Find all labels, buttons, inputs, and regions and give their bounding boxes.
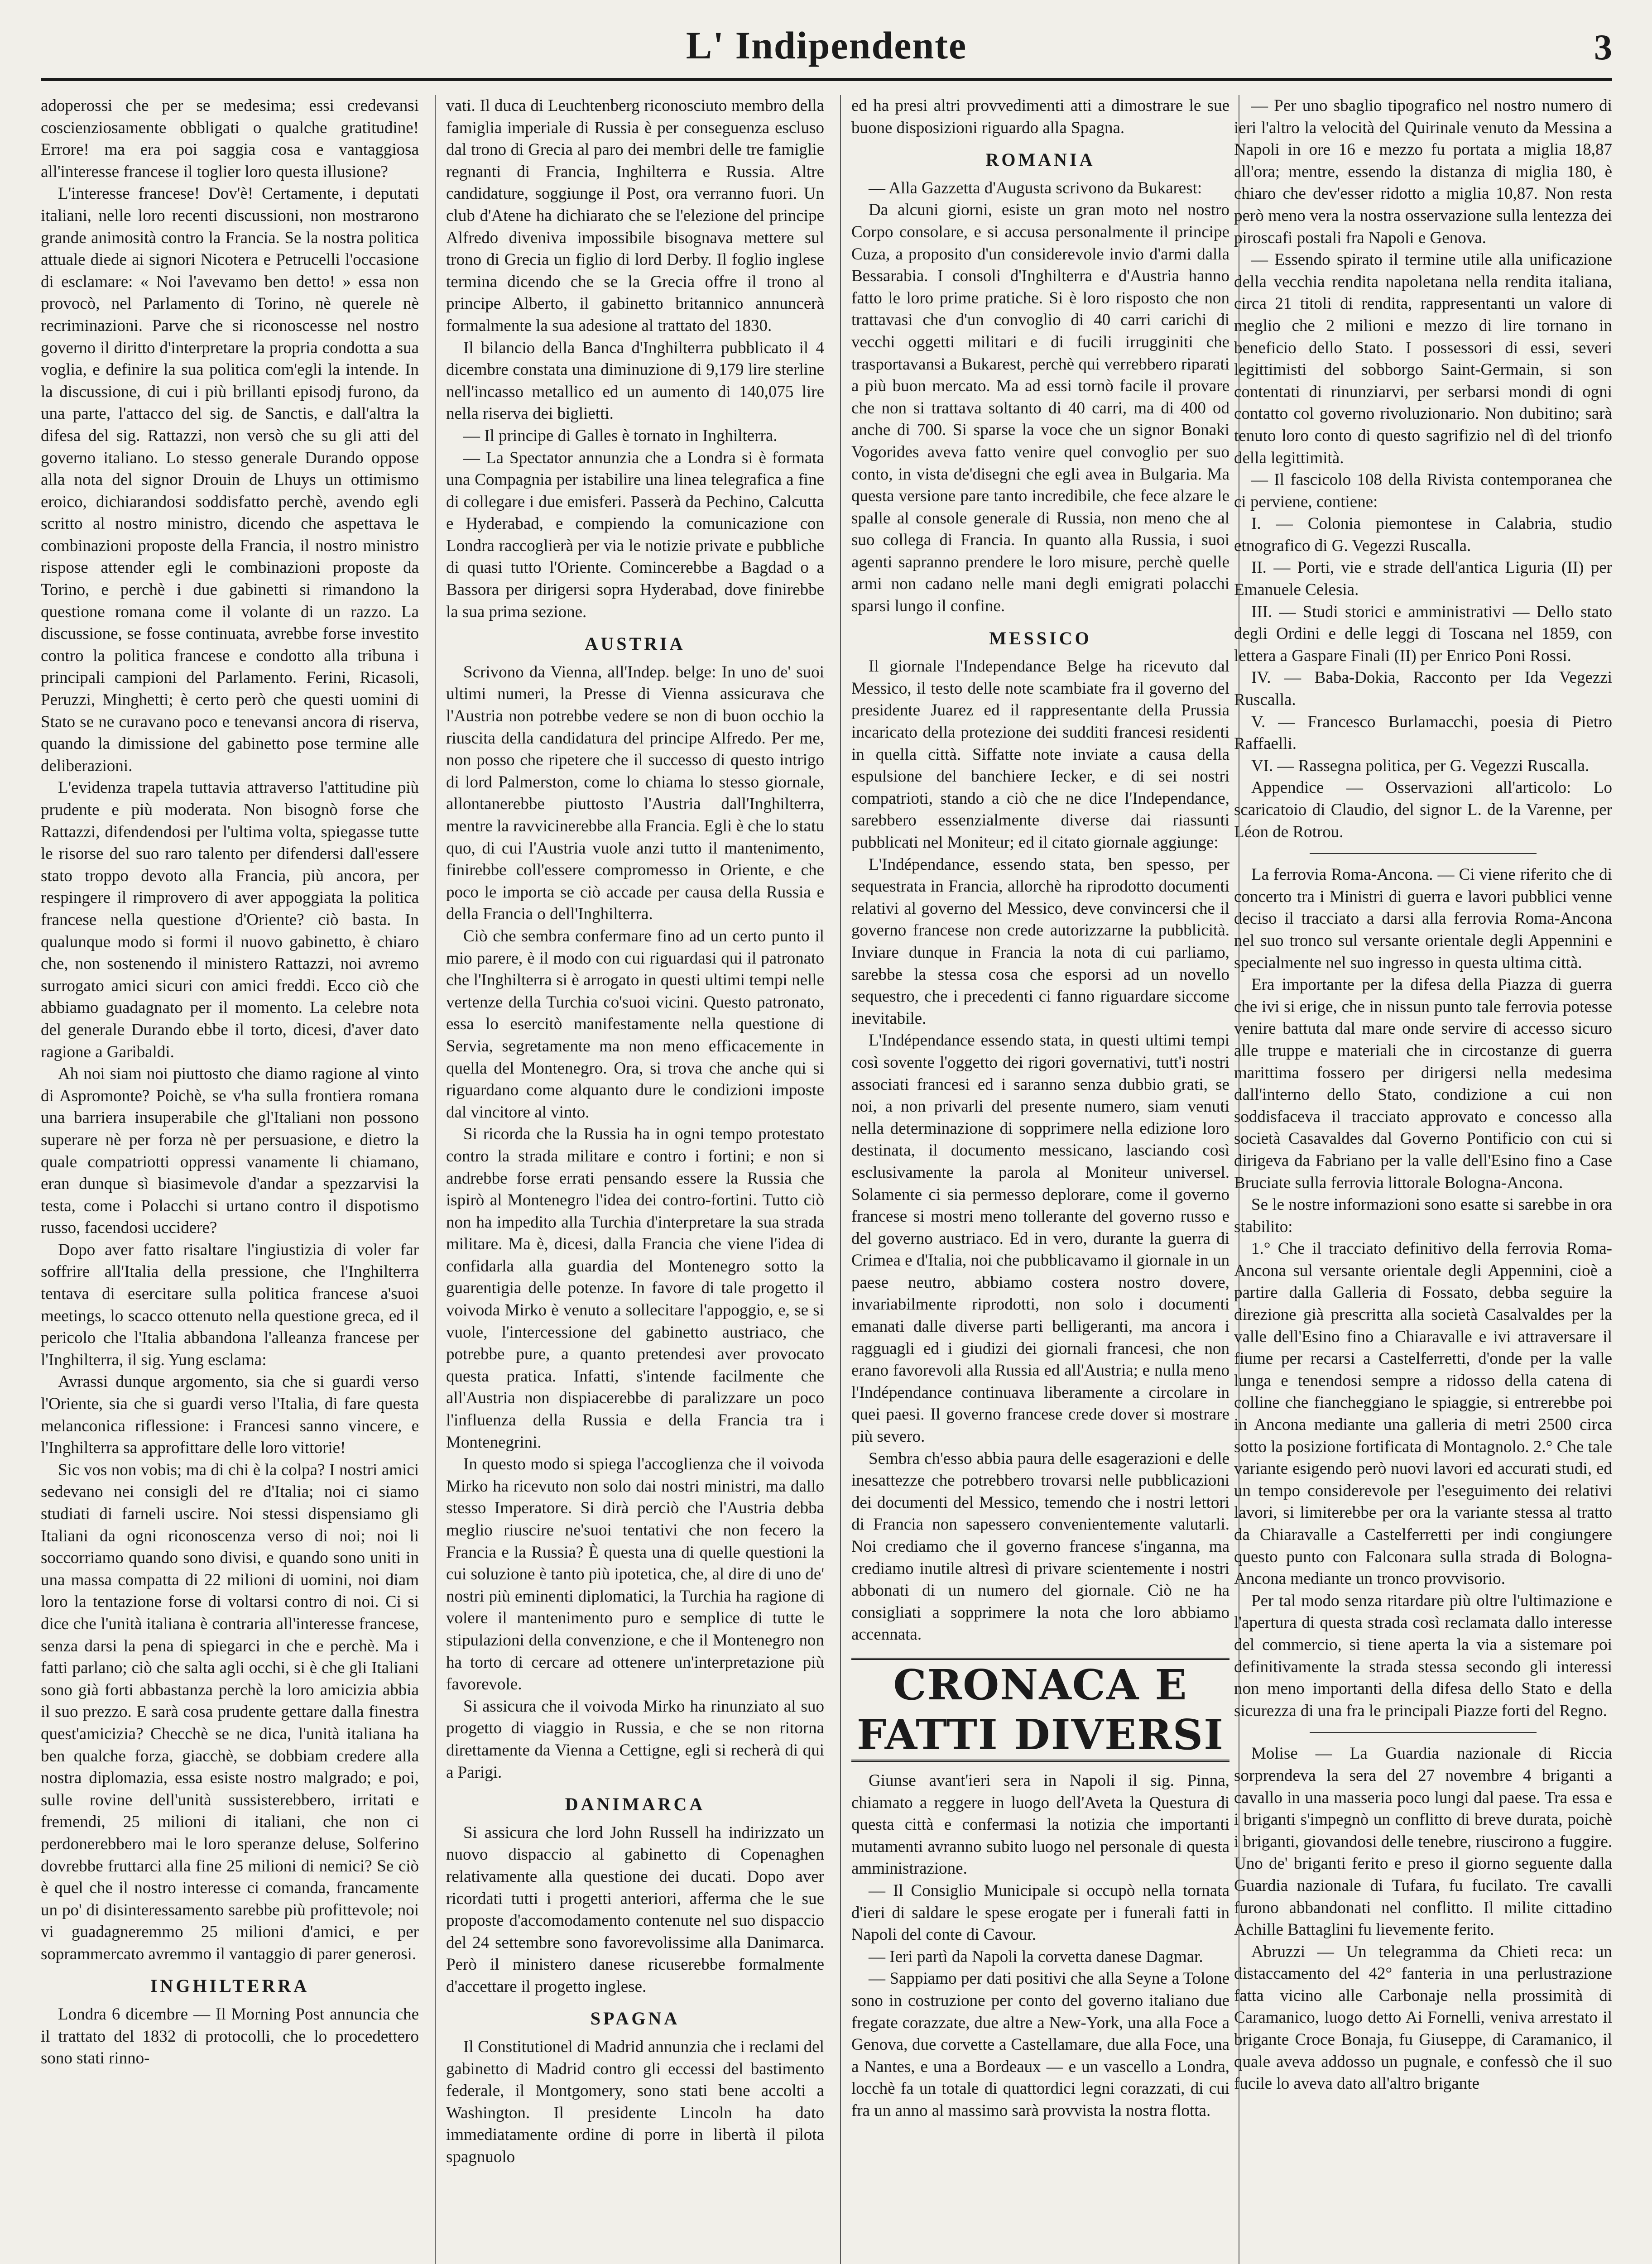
paragraph: Sic vos non vobis; ma di chi è la colpa? I nostri amici sedevano nei consigli del re d'Italia; noi ci siamo studiati di farneli uscire. Noi stessi dispensiamo gli Italiani da ogni riconoscenza verso di noi; noi li soccorriamo quando sono divisi, e quando sono uniti in una massa compatta di 22 milioni di uomini, noi diam loro la tentazione forse di voltarsi contro di noi. Ci si dice che l'unità italiana è contraria all'interesse francese, senza darsi la pena di spiegarci in che e perchè. Ma i fatti parlano; ciò che salta agli occhi, si è che gli Italiani sono già forti abbastanza perchè la loro amicizia abbia il suo prezzo. E sarà cosa prudente gettare dalla finestra quest'amicizia? Checchè se ne dica, l'unità italiana ha ben qualche forza, giacchè, se dobbiam credere alla nostra diplomazia, essa esiste nostro malgrado; e poi, sulle rovine dell'unità sussisterebbero, irritati e fremendi, 25 milioni di italiani, che non ci perdonerebbero mai le loro speranze deluse, Solferino dovrebbe fruttarci alla fine 25 milioni di nemici? Se ciò è quel che il nostro interesse ci comanda, francamente un po' di disinteressamento sarebbe più profittevole; noi vi guadagneremmo 25 milioni d'amici, e per soprammercato avremmo il vantaggio di parer generosi.: [41, 1460, 419, 1963]
paragraph: Appendice — Osservazioni all'articolo: Lo scaricatoio di Claudio, del signor L. de la Varenne, per Léon de Rotrou.: [1234, 778, 1612, 841]
paragraph: Ah noi siam noi piuttosto che diamo ragione al vinto di Aspromonte? Poichè, se v'ha sulla frontiera romana una barriera insuperabile che gl'Italiani non possono superare nè per forza nè per persuasione, e dietro la quale compatriotti oppressi vanamente li chiamano, eran dunque sì biasimevole d'andar a spezzarvisi la testa, come i Polacchi si urtano contro il dispotismo russo, facendosi uccidere?: [41, 1065, 419, 1238]
paragraph: — Alla Gazzetta d'Augusta scrivono da Bukarest:: [869, 178, 1202, 197]
paragraph: Avrassi dunque argomento, sia che si guardi verso l'Oriente, sia che si guardi verso l'Italia, di fare questa melanconica riflessione: i Francesi sanno vincere, e l'Inghilterra sa approfittare delle loro vittorie!: [41, 1372, 419, 1458]
column-divider: [435, 95, 436, 2264]
newspaper-title: L' Indipendente: [686, 24, 967, 67]
paragraph: adoperossi che per se medesima; essi credevansi coscienziosamente obbligati o qualche gratitudine! Errore! ma era poi saggia cosa e vantaggiosa all'interesse francese il toglier loro questa illusione?: [41, 96, 419, 181]
paragraph: — Il principe di Galles è tornato in Inghilterra.: [463, 426, 778, 445]
section-heading: DANIMARCA: [565, 1794, 706, 1815]
paragraph: La ferrovia Roma-Ancona. — Ci viene riferito che di concerto tra i Ministri di guerra e lavori pubblici venne deciso il tracciato a darsi alla ferrovia Roma-Ancona nel suo tronco sul versante orientale degli Appennini e specialmente nel suo ingresso in questa ultima città.: [1234, 865, 1612, 972]
paragraph: — Essendo spirato il termine utile alla unificazione della vecchia rendita napoletana nella rendita italiana, circa 21 titoli di rendita, rappresentanti un valore di meglio che 2 milioni e mezzo di lire tornano in beneficio dello Stato. I possessori di essi, severi legittimisti del sobborgo Saint-Germain, si son contentati di rinunziarvi, per serbarsi mondi di ogni contatto col governo rivoluzionario. Non dubitino; sarà tenuto loro conto di questo sagrifizio nel dì del trionfo della legittimità.: [1234, 250, 1612, 467]
paragraph: — Per uno sbaglio tipografico nel nostro numero di ieri l'altro la velocità del Quirinale venuto da Messina a Napoli in ore 16 e mezzo fu portata a miglia 18,87 all'ora; mentre, essendo la distanza di miglia 180, è chiaro che dev'esser ridotto a miglia 10,87. Non resta però meno vera la nostra osservazione sulla lentezza dei piroscafi postali fra Napoli e Genova.: [1234, 96, 1612, 247]
paragraph: Si assicura che il voivoda Mirko ha rinunziato al suo progetto di viaggio in Russia, e che se non ritorna direttamente da Vienna a Cettigne, egli si recherà di qui a Parigi.: [446, 1697, 824, 1782]
paragraph: III. — Studi storici e amministrativi — Dello stato degli Ordini e delle leggi di Toscana nel 1859, con lettera a Gaspare Finali (II) per Enrico Poni Rossi.: [1234, 602, 1612, 665]
section-heading: SPAGNA: [590, 2008, 680, 2029]
paragraph: — Ieri partì da Napoli la corvetta danese Dagmar.: [869, 1947, 1203, 1966]
page-number: 3: [1594, 28, 1612, 67]
masthead-rule: [41, 78, 1612, 81]
paragraph: L'evidenza trapela tuttavia attraverso l'attitudine più prudente e più moderata. Non bisognò forse che Rattazzi, difendendosi per l'ultima volta, spiegasse tutte le risorse del suo raro talento per difendersi dall'essere stato troppo devoto alla Francia, più ancora, per respingere il rimprovero di aver appoggiata la politica francese nella questione d'Oriente? ciò basta. In qualunque modo si formi il nuovo gabinetto, è chiaro che, non sostenendo il ministero Rattazzi, noi avremo surrogato amici sicuri con amici freddi. Ecco ciò che abbiamo guadagnato per il momento. La celebre nota del generale Durando ebbe il torto, dicesi, d'aver dato ragione a Garibaldi.: [41, 778, 419, 1061]
paragraph: Si ricorda che la Russia ha in ogni tempo protestato contro la strada militare e contro i fortini; e non si andrebbe forse errati pensando essere la Russia che ispirò al Montenegro l'idea dei contro-fortini. Tutto ciò non ha impedito alla Turchia d'interpretare la sua strada militare. Ma è, dicesi, dalla Francia che viene l'idea di confidarla alla guardia del Montenegro sotto la guarentigia delle potenze. In favore di tale progetto il voivoda Mirko è venuto a sollecitare l'appoggio, e, se si vuole, l'intercessione del gabinetto austriaco, che potrebbe pure, a quanto pretendesi aver provocato questa pratica. Infatti, s'intende facilmente che all'Austria non dispiacerebbe di paralizzare un poco l'influenza della Russia e della Francia tra i Montenegrini.: [446, 1125, 824, 1452]
paragraph: Dopo aver fatto risaltare l'ingiustizia di voler far soffrire all'Italia della pressione, che l'Inghilterra tentava di esercitare sulla politica francese a'suoi meetings, lo scacco ottenuto nella questione greca, ed il pericolo che l'Italia abbandona l'alleanza francese per l'Inghilterra, il sig. Yung esclama:: [41, 1240, 419, 1369]
paragraph: Era importante per la difesa della Piazza di guerra che ivi si erige, che in nissun punto tale ferrovia potesse venire battuta dal mare onde servire di accesso sicuro alle truppe e materiali che in circostanze di guerra marittima fossero per dirigersi nella medesima dall'interno dello Stato, condizione a cui non soddisfaceva il tracciato approvato e concesso alla società Casavaldes dal Governo Pontificio con cui si dirigeva da Fabriano per la valle dell'Esino fino a Case Bruciate sulla ferrovia littorale Bologna-Ancona.: [1234, 975, 1612, 1192]
paragraph: — Sappiamo per dati positivi che alla Seyne a Tolone sono in costruzione per conto del governo italiano due fregate corazzate, due altre a New-York, una alla Foce a Genova, due corvette a Castellamare, due alla Foce, una a Nantes, e una a Bordeaux — e un vascello a Londra, locchè fa un totale di quattordici legni corazzati, di cui fra un anno al massimo sarà provvista la nostra flotta.: [851, 1969, 1229, 2120]
paragraph: Il giornale l'Independance Belge ha ricevuto dal Messico, il testo delle note scambiate fra il governo del presidente Juarez ed il rappresentante della Prussia incaricato della protezione dei sudditi francesi residenti in quella città. Siffatte note inviate a causa della espulsione del banchiere Iecker, e di sei nostri compatrioti, stando a ciò che ne dice l'Independance, sarebbero essenzialmente diverse dai riassunti pubblicati nel Moniteur; ed il citato giornale aggiunge:: [851, 657, 1229, 852]
section-heading: MESSICO: [989, 628, 1092, 648]
paragraph: L'Indépendance essendo stata, in questi ultimi tempi così sovente l'oggetto dei rigori governativi, tutt'i nostri associati francesi ed i saranno senza dubbio grati, se noi, a non privarli del presente numero, siam venuti nella determinazione di sopprimere nella edizione loro destinata, il documento messicano, lasciando così esclusivamente la parola al Moniteur universel. Solamente ci sia permesso deplorare, come il governo francese si mostri meno tollerante del governo russo e del governo austriaco. Ed in vero, durante la guerra di Crimea e d'Italia, noi che pubblicavamo il giornale in un paese neutro, abbiamo costera nostro dovere, invariabilmente riprodotti, non solo i documenti emanati dalle diverse parti belligeranti, ma ancora i ragguagli ed i giudizi dei giornali francesi, che non erano favorevoli alla Russia ed all'Austria; e nulla meno l'Indépendance continuava liberamente a circolare in quei paesi. Il governo francese crede dover si mostrare più severo.: [851, 1031, 1229, 1446]
paragraph: Londra 6 dicembre — Il Morning Post annuncia che il trattato del 1832 di protocolli, che lo procedettero sono stati rinno-: [41, 2005, 419, 2068]
paragraph: Per tal modo senza ritardare più oltre l'ultimazione e l'apertura di questa strada così reclamata dallo interesse del commercio, si tiene aperta la via a sistemare poi definitivamente la strada stessa secondo gli interessi non meno importanti della difesa dello Stato e della sicurezza di una fra le principali Piazze forti del Regno.: [1234, 1591, 1612, 1720]
section-heading: ROMANIA: [985, 149, 1095, 170]
paragraph: VI. — Rassegna politica, per G. Vegezzi Ruscalla.: [1251, 756, 1590, 775]
paragraph: — Il Consiglio Municipale si occupò nella tornata d'ieri di saldare le spese erogate per i funerali fatti in Napoli del conte di Cavour.: [851, 1881, 1229, 1944]
section-heading: INGHILTERRA: [150, 1976, 310, 1996]
paragraph: vati. Il duca di Leuchtenberg riconosciuto membro della famiglia imperiale di Russia è per conseguenza escluso dal trono di Grecia al paro dei membri delle tre famiglie regnanti di Francia, Inghilterra e Russia. Altre candidature, soggiunge il Post, ora verranno fuori. Un club d'Atene ha dichiarato che se l'elezione del principe Alfredo diveniva impossibile bisognava mettere sul trono di Grecia un figlio di lord Derby. Il foglio inglese termina dicendo che se la Grecia offre il trono al principe Alberto, il gabinetto britannico annuncerà formalmente la sua adesione al trattato del 1830.: [446, 96, 824, 335]
column-4: [1234, 95, 1612, 2264]
column-1: [41, 95, 419, 2264]
paragraph: Si assicura che lord John Russell ha indirizzato un nuovo dispaccio al gabinetto di Copenaghen relativamente alla questione dei ducati. Dopo aver ricordati tutti i progetti anteriori, afferma che le sue proposte d'accomodamento contenute nel suo dispaccio del 24 settembre sono favorevolissime alla Danimarca. Però il ministero danese ricuserebbe formalmente d'accettare il progetto inglese.: [446, 1823, 824, 1996]
cronaca-heading: CRONACA E FATTI DIVERSI: [851, 1658, 1229, 1762]
paragraph: Il Constitutionel di Madrid annunzia che i reclami del gabinetto di Madrid contro gli eccessi del bastimento federale, il Montgomery, sono stati bene accolti a Washington. Il presidente Lincoln ha dato immediatamente ordine di porre in libertà il pilota spagnuolo: [446, 2038, 824, 2167]
paragraph: L'interesse francese! Dov'è! Certamente, i deputati italiani, nelle loro recenti discussioni, non mostrarono grande animosità contro la Francia. Se la nostra politica attuale diede ai signori Nicotera e Petrucelli l'occasione di esclamare: « Noi l'avevamo ben detto! » essa non provocò, nel Parlamento di Torino, nè querele nè recriminazioni. Parve che si riconoscesse nel nostro governo il diritto d'interpretare la propria condotta a sua voglia, e definire la sua politica com'egli la intende. In la discussione, di cui i più brillanti episodj furono, da una parte, l'attacco del sig. de Sanctis, e dall'altra la difesa del sig. Rattazzi, non versò che su gli atti del governo italiano. Lo stesso generale Durando oppose alla nota del signor Drouin de Lhuys un ottimismo eroico, dichiarandosi soddisfatto perchè, avendo egli scritto al nostro ministro, dicendo che aspettava le combinazioni proposte della Francia, il nostro ministro rispose attender egli le combinazioni proposte da Torino, e perchè i due gabinetti si rimandono la questione romana come il volante di un razzo. La discussione, se fosse continuata, avrebbe forse investito contro la politica francese e condotto alla tribuna i principali campioni del Parlamento. Ferini, Ricasoli, Peruzzi, Minghetti; è certo però che questi uomini di Stato se ne curavano poco e tenevansi ancora di riserva, quando la dimissione del gabinetto pose termine alle deliberazioni.: [41, 184, 419, 775]
paragraph: Abruzzi — Un telegramma da Chieti reca: un distaccamento del 42° fanteria in una perlustrazione fatta vicino alle Carbonaje nella prossimità di Caramanico, luogo detto Ai Fornelli, veniva arrestato il brigante Croce Bonaja, fu Giuseppe, di Caramanico, il quale aveva addosso un pugnale, e confessò che il suo fucile lo aveva dato all'altro brigante: [1234, 1942, 1612, 2093]
section-heading: AUSTRIA: [585, 633, 686, 654]
column-divider: [840, 95, 841, 2264]
paragraph: V. — Francesco Burlamacchi, poesia di Pietro Raffaelli.: [1234, 712, 1612, 753]
separator: [1310, 1732, 1537, 1733]
paragraph: Da alcuni giorni, esiste un gran moto nel nostro Corpo consolare, e si accusa personalmente il principe Cuza, a proposito d'un considerevole invio d'armi dalla Bessarabia. I consoli d'Inghilterra e d'Austria hanno fatto le loro prime pratiche. Si è loro risposto che non trattavasi che d'un convoglio di 40 carri carichi di vecchi oggetti militari e di fucili irrugginiti che trasportavansi a Bukarest, perchè qui verrebbero riparati a più buon mercato. Ma ad essi tornò facile il provare che non si trattava soltanto di 40 carri, ma di 400 od anche di 700. Si sparse la voce che un signor Bonaki Vogorides aveva fatto venire quel convoglio per suo conto, in vista de'disegni che egli avea in Bulgaria. Ma questa versione pare tanto incredibile, che fece alzare le spalle al console generale di Russia, non meno che al suo collega di Francia. In quanto alla Russia, i suoi agenti sapranno prendere le loro misure, perchè quelle armi non cadano nelle mani degli emigrati polacchi sparsi lungo il confine.: [851, 201, 1229, 616]
paragraph: — Il fascicolo 108 della Rivista contemporanea che ci perviene, contiene:: [1234, 470, 1612, 511]
paragraph: IV. — Baba-Dokia, Racconto per Ida Vegezzi Ruscalla.: [1234, 668, 1612, 710]
paragraph: In questo modo si spiega l'accoglienza che il voivoda Mirko ha ricevuto non solo dai nostri ministri, ma dallo stesso Imperatore. Si dirà perciò che l'Austria debba meglio riuscire ne'suoi tentativi che non fecero la Francia e la Russia? È questa una di quelle questioni la cui soluzione è tanto più ipotetica, che, al dire di uno de' nostri più eminenti diplomatici, la Turchia ha ragione di volere il mantenimento puro e semplice di tutte le stipulazioni della convenzione, e che il Montenegro non ha torto di cercare ad ottenere un'interpretazione più favorevole.: [446, 1455, 824, 1694]
paragraph: L'Indépendance, essendo stata, ben spesso, per sequestrata in Francia, allorchè ha riprodotto documenti relativi al governo del Messico, deve convincersi che il governo francese non crede autorizzarne la pubblicità. Inviare dunque in Francia la nota di cui parliamo, sarebbe la stessa cosa che esporsi ad un novello sequestro, che i precedenti ci fanno riguardare siccome inevitabile.: [851, 855, 1229, 1028]
paragraph: 1.° Che il tracciato definitivo della ferrovia Roma-Ancona sul versante orientale degli Appennini, cioè a partire dalla Galleria di Fossato, debba seguire la direzione già prescritta alla società Casalvaldes per la valle dell'Esino fino a Chiaravalle e ivi attraversare il fiume per recarsi a Castelferretti, d'onde per la valle lunga e tenendosi sempre a ridosso della catena di colline che fiancheggiano le spiaggie, si entrerebbe poi in Ancona mediante una galleria di metri 2500 circa sotto la posizione fortificata di Montagnolo. 2.° Che tale variante esigendo però nuovi lavori ed accurati studi, ed un tempo considerevole per l'eseguimento dei relativi lavori, si limiterebbe per ora la variante stessa al tratto da Chiaravalle a Castelferretti per indi congiungere questo punto con Falconara sulla strada di Bologna-Ancona mediante un tronco provvisorio.: [1234, 1239, 1612, 1588]
paragraph: ed ha presi altri provvedimenti atti a dimostrare le sue buone disposizioni riguardo alla Spagna.: [851, 96, 1229, 137]
paragraph: II. — Porti, vie e strade dell'antica Liguria (II) per Emanuele Celesia.: [1234, 558, 1612, 600]
paragraph: Molise — La Guardia nazionale di Riccia sorprendeva la sera del 27 novembre 4 briganti a cavallo in una masseria poco lungi dal paese. Tra essa e i briganti s'impegnò un conflitto di breve durata, poichè i briganti, giovandosi delle tenebre, riuscirono a fuggire. Uno de' briganti ferito e preso il giorno seguente dalla Guardia nazionale di Tufara, fu fucilato. Tre cavalli furono abbandonati nel conflitto. Il milite cittadino Achille Battaglini fu lievemente ferito.: [1234, 1744, 1612, 1939]
paragraph: Giunse avant'ieri sera in Napoli il sig. Pinna, chiamato a reggere in luogo dell'Aveta la Questura di questa città e confermasi la notizia che importanti mutamenti avranno subito luogo nel personale di questa amministrazione.: [851, 1771, 1229, 1878]
paragraph: I. — Colonia piemontese in Calabria, studio etnografico di G. Vegezzi Ruscalla.: [1234, 514, 1612, 555]
separator: [1310, 853, 1537, 854]
paragraph: — La Spectator annunzia che a Londra si è formata una Compagnia per istabilire una linea telegrafica a fine di collegare i due emisferi. Passerà da Pechino, Calcutta e Hyderabad, e compiendo la comunicazione con Londra raccoglierà per via le notizie private e pubbliche di quasi tutto l'Oriente. Comincerebbe a Bagdad o a Bassora per dirigersi sopra Hyderabad, dove finirebbe la sua prima sezione.: [446, 448, 824, 621]
paragraph: Se le nostre informazioni sono esatte si sarebbe in ora stabilito:: [1234, 1195, 1612, 1236]
column-3: [851, 95, 1229, 2264]
masthead: [41, 18, 1612, 77]
paragraph: Il bilancio della Banca d'Inghilterra pubblicato il 4 dicembre constata una diminuzione di 9,179 lire sterline nell'incasso metallico ed un aumento di 140,075 lire nella riserva dei biglietti.: [446, 338, 824, 423]
paragraph: Sembra ch'esso abbia paura delle esagerazioni e delle inesattezze che potrebbero trovarsi nelle pubblicazioni dei documenti del Messico, temendo che i nostri lettori di Francia non sapessero convenientemente valutarli. Noi crediamo che il governo francese s'inganna, ma crediamo inutile altresì di privare scientemente i nostri abbonati di un numero del giornale. Ciò ne ha consigliati a sopprimere la nota che loro abbiamo accennata.: [851, 1449, 1229, 1644]
paragraph: Scrivono da Vienna, all'Indep. belge: In uno de' suoi ultimi numeri, la Presse di Vienna assicurava che l'Austria non potrebbe vedere se non di buon occhio la riuscita della candidatura del principe Alfredo. Per me, non posso che ripetere che il successo di questo intrigo di lord Palmerston, come lo chiama lo stesso giornale, allontanerebbe piuttosto l'Austria dall'Inghilterra, mentre la ravvicinerebbe alla Francia. Egli è che lo statu quo, di cui l'Austria vuole anzi tutto il mantenimento, finirebbe coll'essere compromesso in Oriente, e che poco le importa se ciò accade per causa della Russia e della Francia o dell'Inghilterra.: [446, 662, 824, 924]
column-2: [446, 95, 824, 2264]
paragraph: Ciò che sembra confermare fino ad un certo punto il mio parere, è il modo con cui riguardasi qui il patronato che l'Inghilterra si è arrogato in questi ultimi tempi nelle vertenze della Turchia co'suoi vicini. Questo patronato, essa lo esercitò manifestamente nella questione di Servia, segretamente ma non meno efficacemente in quella del Montenegro. Ora, si trova che anche qui si riguardano come alquanto dure le condizioni imposte dal vincitore al vinto.: [446, 926, 824, 1122]
